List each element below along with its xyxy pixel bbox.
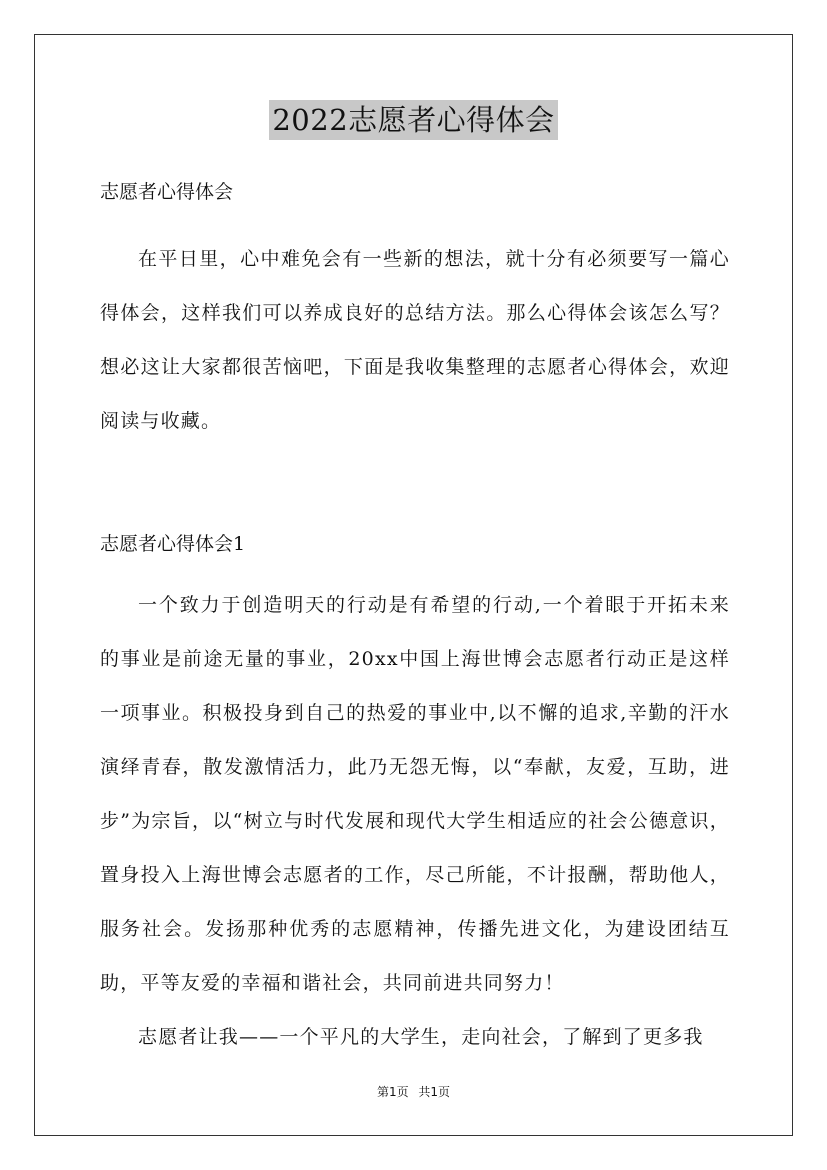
intro-heading: 志愿者心得体会 <box>100 181 234 203</box>
section-gap <box>100 448 730 520</box>
section-1-paragraph-1: 一个致力于创造明天的行动是有希望的行动,一个着眼于开拓未来的事业是前途无量的事业，20xx中国上海世博会志愿者行动正是这样一项事业。积极投身到自己的热爱的事业中,以不懈的追求,辛勤的汗水演绎青春，散发激情活力，此乃无怨无悔，以“奉献，友爱，互助，进步”为宗旨，以“树立与时代发展和现代大学生相适应的社会公德意识，置身投入上海世博会志愿者的工作，尽己所能，不计报酬，帮助他人，服务社会。发扬那种优秀的志愿精神，传播先进文化，为建设团结互助，平等友爱的幸福和谐社会，共同前进共同努力！ <box>100 594 730 994</box>
page-footer <box>0 1083 827 1100</box>
page-number-current: 第1页 <box>376 1085 409 1099</box>
document-title: 2022志愿者心得体会 <box>269 100 557 140</box>
section-1-heading: 志愿者心得体会1 <box>100 533 246 555</box>
section-1-paragraph-2: 志愿者让我——一个平凡的大学生，走向社会，了解到了更多我 <box>138 1026 704 1048</box>
page-number-total: 共1页 <box>418 1085 451 1099</box>
document-body <box>100 176 730 1064</box>
intro-paragraph: 在平日里，心中难免会有一些新的想法，就十分有必须要写一篇心得体会，这样我们可以养成良好的总结方法。那么心得体会该怎么写？想必这让大家都很苦恼吧，下面是我收集整理的志愿者心得体会，欢迎阅读与收藏。 <box>100 248 730 432</box>
title-container <box>0 100 827 140</box>
